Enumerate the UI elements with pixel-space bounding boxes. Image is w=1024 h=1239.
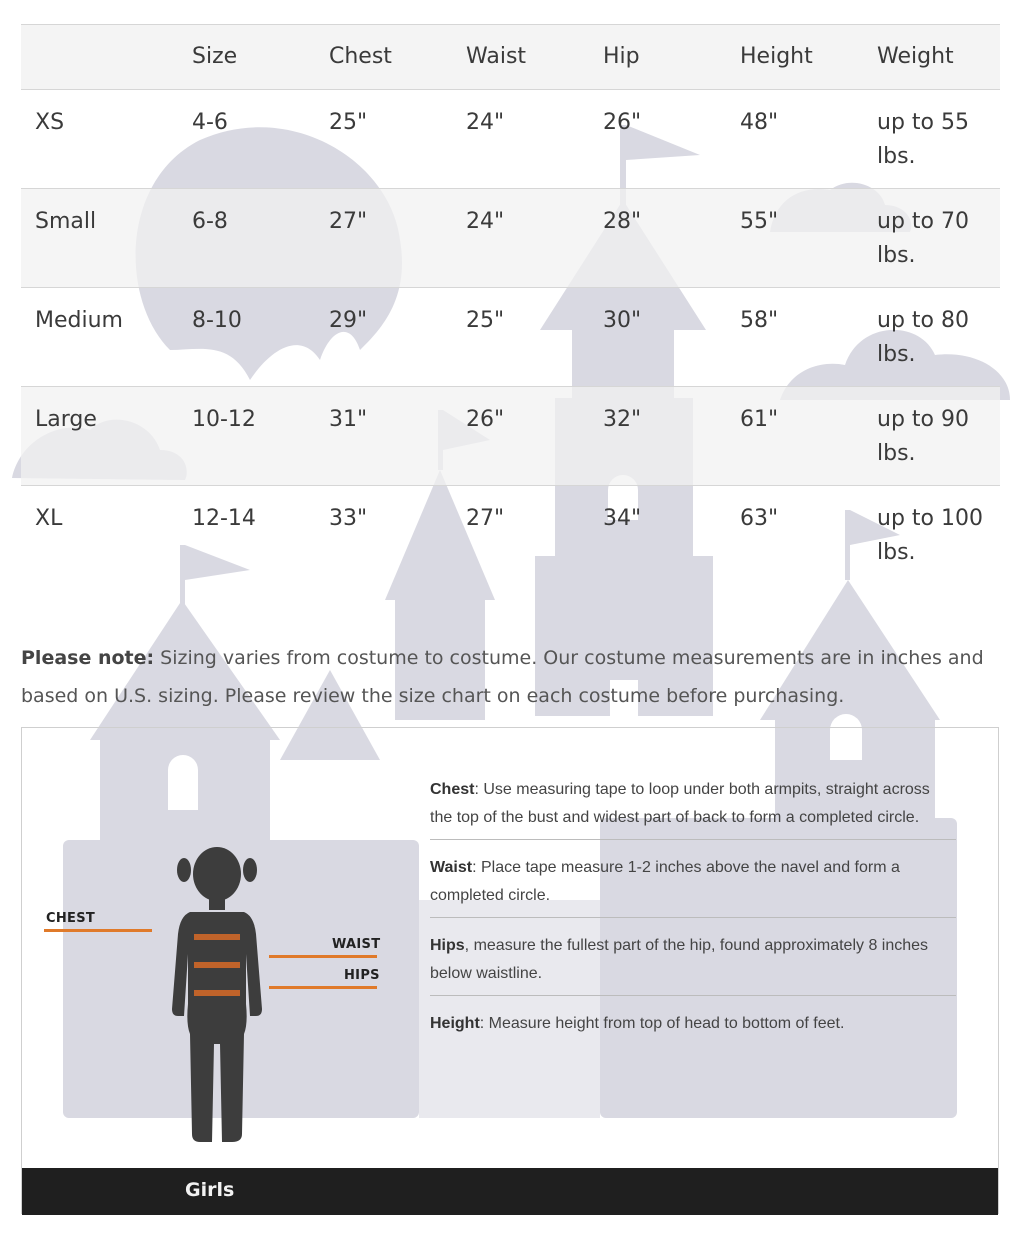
- instruction-term: Height: [430, 1015, 480, 1032]
- chest-cell: 31": [329, 407, 368, 432]
- hips-marker-line: [269, 986, 377, 989]
- hips-label: HIPS: [344, 968, 380, 983]
- header-waist: Waist: [466, 44, 527, 69]
- chest-cell: 33": [329, 506, 368, 531]
- size-range-cell: 10-12: [192, 407, 256, 432]
- size-label-cell: XL: [35, 506, 63, 531]
- waist-label: WAIST: [332, 937, 381, 952]
- instruction-height: [430, 1010, 956, 1045]
- hip-cell: 30": [603, 308, 642, 333]
- table-row: [21, 89, 1000, 188]
- height-cell: 63": [740, 506, 779, 531]
- header-size: Size: [192, 44, 238, 69]
- table-row: [21, 287, 1000, 386]
- note-label: Please note:: [21, 647, 155, 669]
- weight-cell: up to 70 lbs.: [877, 209, 969, 268]
- hip-cell: 28": [603, 209, 642, 234]
- sizing-note: [21, 639, 996, 715]
- weight-cell: up to 90 lbs.: [877, 407, 969, 466]
- chest-cell: 25": [329, 110, 368, 135]
- header-chest: Chest: [329, 44, 392, 69]
- hip-cell: 32": [603, 407, 642, 432]
- waist-cell: 24": [466, 110, 505, 135]
- instruction-chest: [430, 776, 956, 840]
- waist-cell: 24": [466, 209, 505, 234]
- chest-marker-line: [44, 929, 152, 932]
- size-label-cell: XS: [35, 110, 65, 135]
- hip-cell: 34": [603, 506, 642, 531]
- size-range-cell: 12-14: [192, 506, 256, 531]
- table-row: [21, 188, 1000, 287]
- instruction-hips: [430, 932, 956, 996]
- size-label-cell: Large: [35, 407, 97, 432]
- measurement-instructions: [430, 776, 956, 1059]
- height-cell: 48": [740, 110, 779, 135]
- table-header-row: [21, 24, 1000, 89]
- instruction-term: Hips: [430, 937, 465, 954]
- size-range-cell: 6-8: [192, 209, 228, 234]
- hip-cell: 26": [603, 110, 642, 135]
- instruction-text: : Place tape measure 1-2 inches above the navel and form a completed circle.: [430, 859, 900, 904]
- size-range-cell: 8-10: [192, 308, 242, 333]
- guide-footer-bar: [22, 1168, 998, 1215]
- instruction-term: Waist: [430, 859, 473, 876]
- instruction-text: , measure the fullest part of the hip, found approximately 8 inches below waistline.: [430, 937, 929, 982]
- waist-cell: 27": [466, 506, 505, 531]
- girl-silhouette-icon: [162, 844, 272, 1148]
- measurement-guide: [21, 727, 999, 1214]
- header-hip: Hip: [603, 44, 640, 69]
- instruction-text: : Use measuring tape to loop under both armpits, straight across the top of the bust and widest part of back to form a completed circle.: [430, 781, 930, 826]
- weight-cell: up to 55 lbs.: [877, 110, 969, 169]
- footer-girls-label: Girls: [185, 1179, 235, 1201]
- waist-cell: 25": [466, 308, 505, 333]
- instruction-text: : Measure height from top of head to bottom of feet.: [479, 1015, 845, 1032]
- size-label-cell: Small: [35, 209, 97, 234]
- instruction-term: Chest: [430, 781, 475, 798]
- height-cell: 58": [740, 308, 779, 333]
- waist-marker-line: [269, 955, 377, 958]
- table-row: [21, 485, 1000, 584]
- header-weight: Weight: [877, 44, 954, 69]
- chest-label: CHEST: [46, 911, 96, 926]
- size-label-cell: Medium: [35, 308, 123, 333]
- weight-cell: up to 80 lbs.: [877, 308, 969, 367]
- instruction-waist: [430, 854, 956, 918]
- size-range-cell: 4-6: [192, 110, 228, 135]
- height-cell: 55": [740, 209, 779, 234]
- height-cell: 61": [740, 407, 779, 432]
- header-height: Height: [740, 44, 813, 69]
- chest-cell: 27": [329, 209, 368, 234]
- table-row: [21, 386, 1000, 485]
- waist-cell: 26": [466, 407, 505, 432]
- weight-cell: up to 100 lbs.: [877, 506, 983, 565]
- note-text: Sizing varies from costume to costume. Our costume measurements are in inches and based on U.S. sizing. Please review the size chart on each costume before purchasing.: [21, 647, 984, 707]
- chest-cell: 29": [329, 308, 368, 333]
- size-chart-table: [21, 24, 1000, 584]
